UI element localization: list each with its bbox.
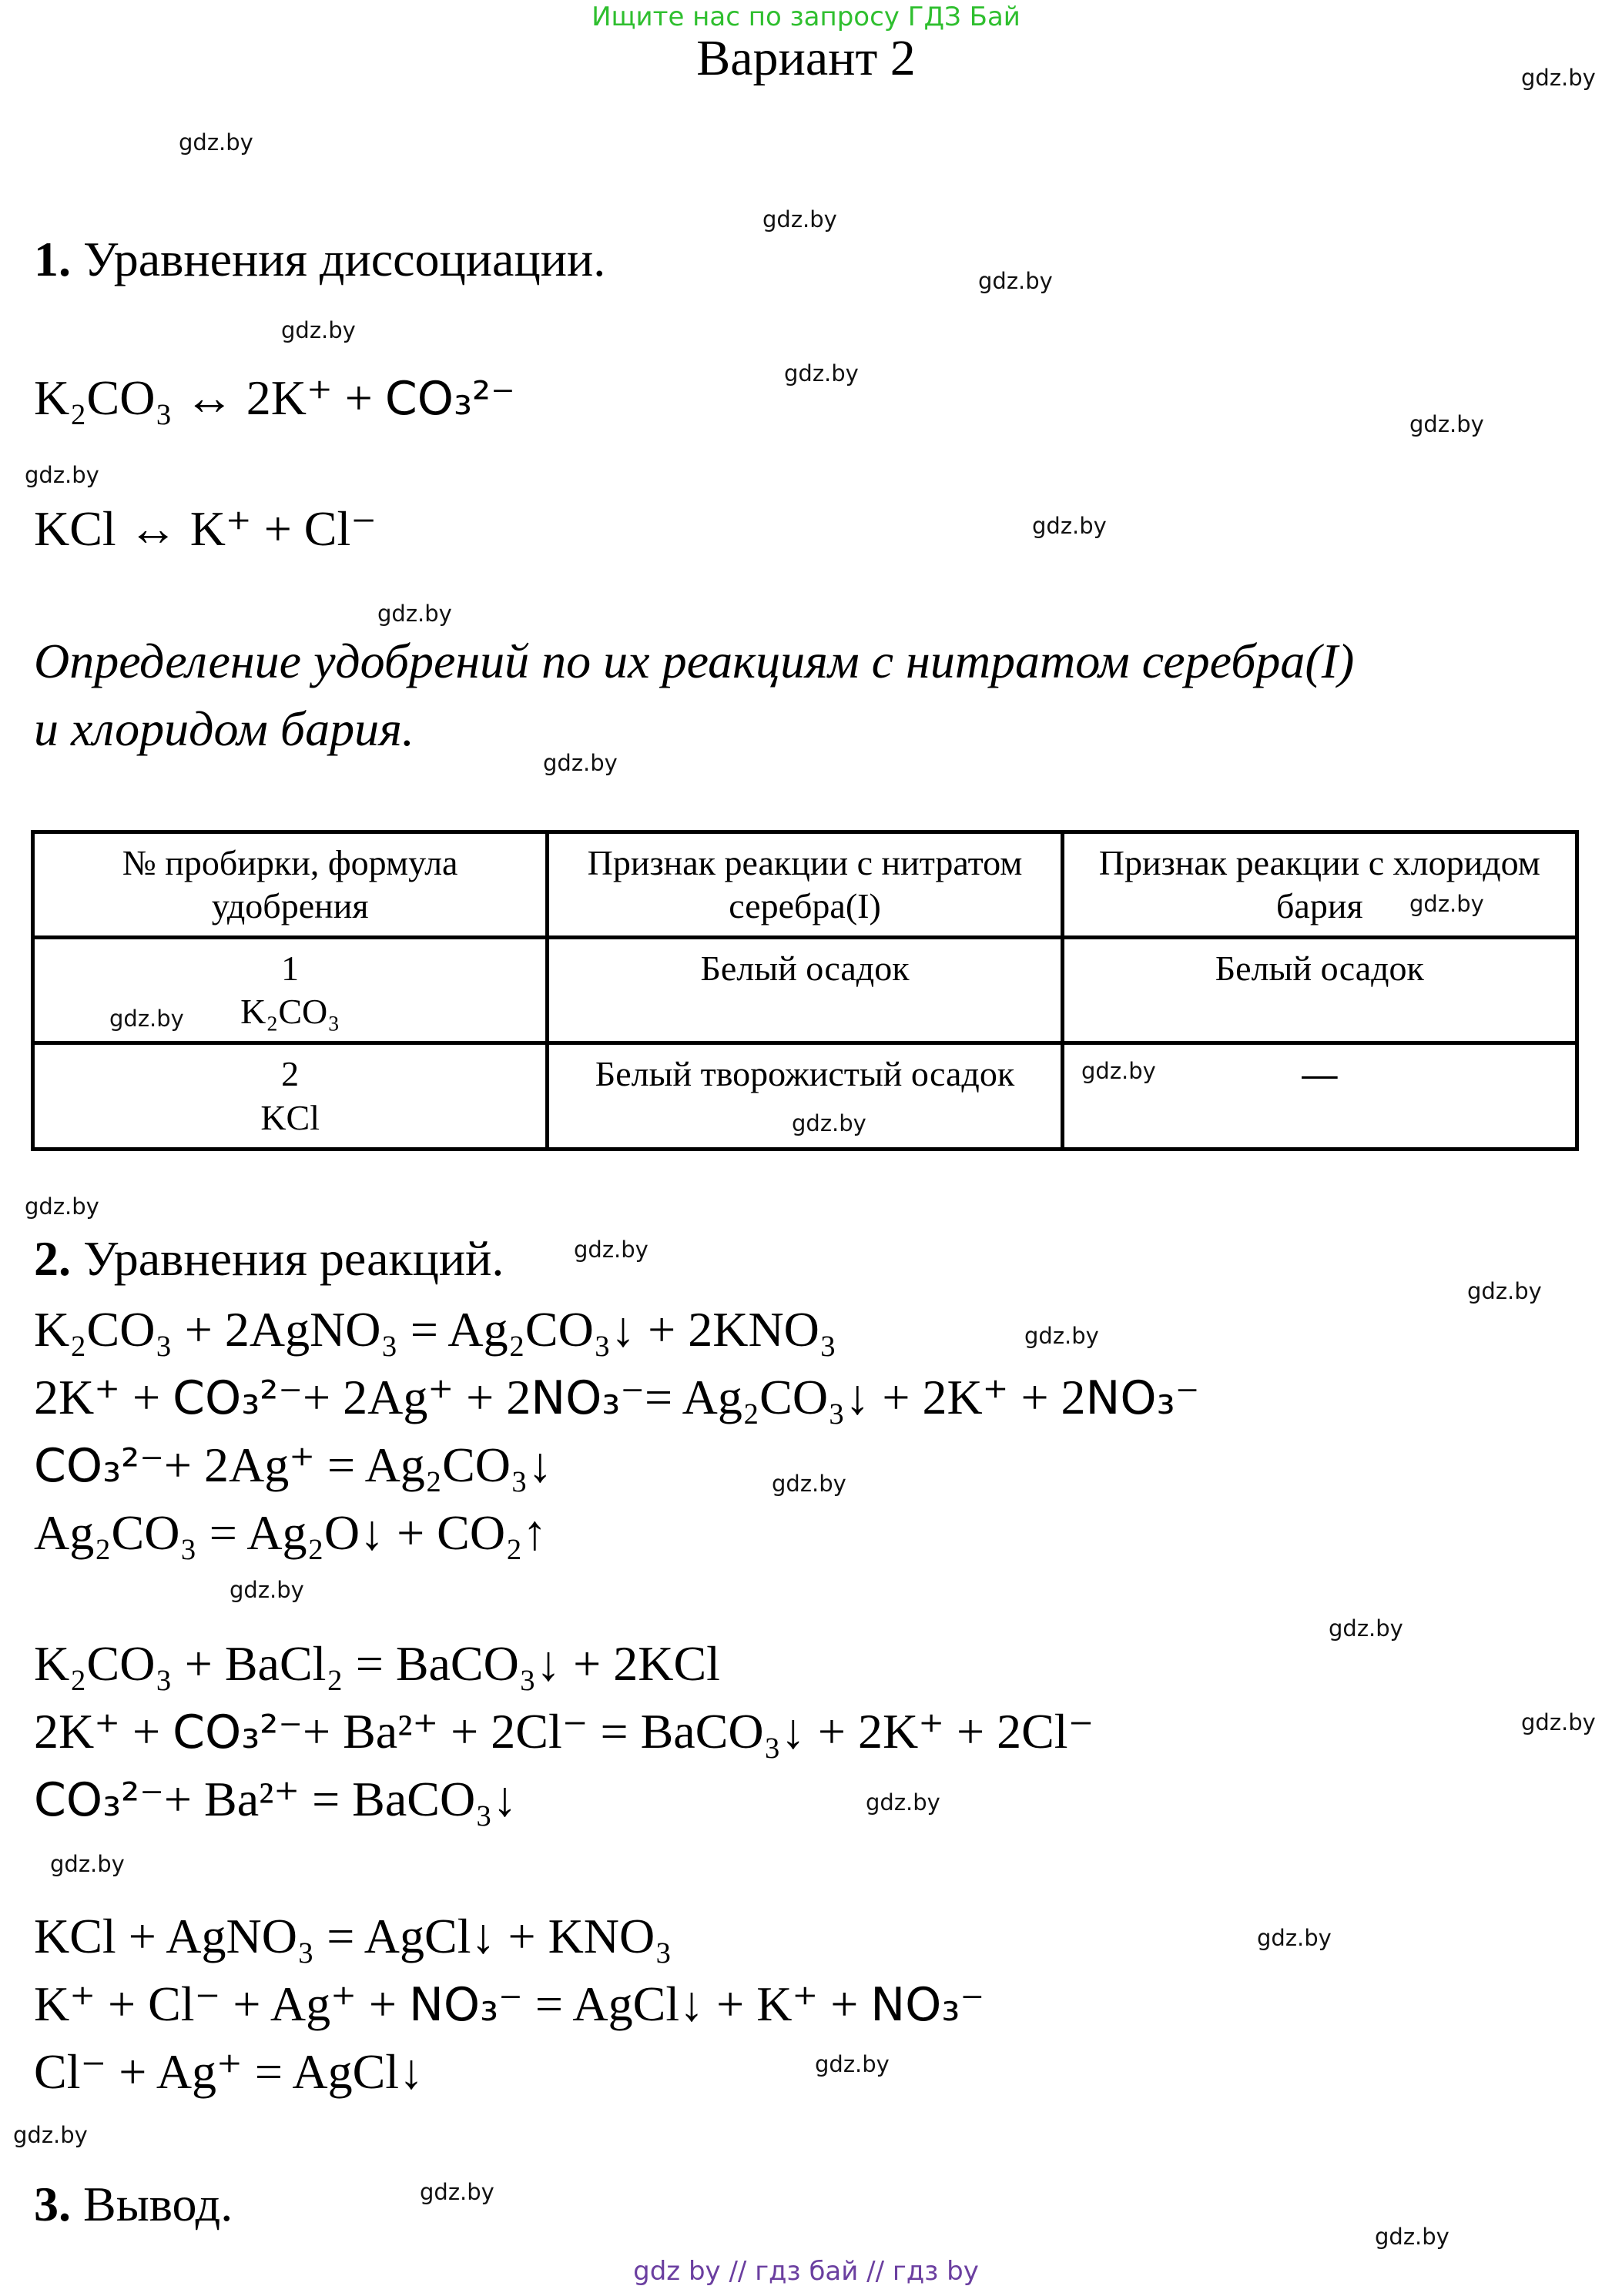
section-1-text: Уравнения диссоциации. <box>83 232 606 286</box>
header-line: Признак реакции с хлоридом <box>1098 843 1540 882</box>
table-cell: Белый осадок <box>548 938 1062 1043</box>
section-1-number: 1. <box>34 232 71 286</box>
watermark: gdz.by <box>1467 1278 1542 1304</box>
experiment-title-line2: и хлоридом бария. <box>34 701 414 756</box>
eq-part: 2K⁺ + <box>34 1704 173 1759</box>
header-cell <box>548 832 1062 938</box>
equation-5: K₂CO₃ + BaCl₂ = BaCO₃↓ + 2KCl <box>34 1636 720 1691</box>
header-line: удобрения <box>211 886 369 926</box>
header-cell <box>33 832 548 938</box>
eq-part: 2K⁺ + <box>34 1370 173 1424</box>
carbonate-ion: CO₃²⁻ <box>173 1705 303 1759</box>
tube-number: 2 <box>281 1054 300 1094</box>
eq-text: K₂CO₃ ↔ 2K⁺ + <box>34 370 385 425</box>
carbonate-ion: CO₃²⁻ <box>384 372 515 426</box>
nitrate-ion: NO₃⁻ <box>531 1371 645 1425</box>
watermark: gdz.by <box>50 1851 125 1877</box>
top-banner[interactable]: Ищите нас по запросу ГДЗ Бай <box>592 2 1020 32</box>
watermark: gdz.by <box>230 1577 304 1603</box>
watermark: gdz.by <box>1257 1925 1332 1951</box>
equation-3 <box>34 1437 552 1494</box>
section-3-number: 3. <box>34 2177 71 2231</box>
dissociation-k2co3 <box>34 370 515 427</box>
bottom-banner[interactable]: gdz by // гдз бай // гдз by <box>633 2256 979 2287</box>
watermark: gdz.by <box>978 268 1053 294</box>
watermark: gdz.by <box>109 1006 184 1032</box>
watermark: gdz.by <box>866 1789 940 1816</box>
watermark: gdz.by <box>25 1193 99 1220</box>
watermark: gdz.by <box>1409 411 1484 437</box>
eq-part: + 2Ag⁺ = Ag₂CO₃↓ <box>163 1438 553 1492</box>
header-cell <box>1062 832 1577 938</box>
equation-8: KCl + AgNO₃ = AgCl↓ + KNO₃ <box>34 1909 672 1963</box>
table-cell <box>33 1043 548 1149</box>
equation-6 <box>34 1703 1094 1760</box>
section-2-number: 2. <box>34 1231 71 1286</box>
eq-part: = AgCl↓ + K⁺ + <box>522 1976 871 2031</box>
eq-part: K⁺ + Cl⁻ + Ag⁺ + <box>34 1976 409 2031</box>
watermark: gdz.by <box>377 601 452 627</box>
watermark: gdz.by <box>1329 1615 1403 1642</box>
carbonate-ion: CO₃²⁻ <box>173 1371 303 1425</box>
carbonate-ion: CO₃²⁻ <box>34 1439 164 1493</box>
watermark: gdz.by <box>1375 2224 1449 2250</box>
watermark: gdz.by <box>1521 1709 1596 1735</box>
table-header-row <box>33 832 1577 938</box>
header-line: Признак реакции с нитратом <box>587 843 1023 882</box>
fertilizer-formula: K₂CO₃ <box>240 992 340 1032</box>
fertilizer-formula: KCl <box>260 1097 320 1137</box>
nitrate-ion: NO₃⁻ <box>1085 1371 1200 1425</box>
watermark: gdz.by <box>1024 1323 1099 1349</box>
watermark: gdz.by <box>25 462 99 488</box>
page-title: Вариант 2 <box>696 30 916 86</box>
watermark: gdz.by <box>815 2051 890 2077</box>
table-cell: Белый осадок <box>1062 938 1577 1043</box>
eq-part: = Ag₂CO₃↓ + 2K⁺ + 2 <box>645 1370 1086 1424</box>
eq-part: + Ba²⁺ + 2Cl⁻ = BaCO₃↓ + 2K⁺ + 2Cl⁻ <box>303 1704 1094 1759</box>
watermark: gdz.by <box>574 1237 648 1263</box>
table-cell: Белый творожистый осадок <box>548 1043 1062 1149</box>
dissociation-kcl: KCl ↔ K⁺ + Cl⁻ <box>34 501 377 556</box>
section-2-heading <box>34 1230 504 1287</box>
watermark: gdz.by <box>792 1110 866 1136</box>
watermark: gdz.by <box>1409 891 1484 917</box>
section-1-heading <box>34 231 605 288</box>
carbonate-ion: CO₃²⁻ <box>34 1773 164 1827</box>
watermark: gdz.by <box>13 2122 88 2148</box>
table-row <box>33 938 1577 1043</box>
watermark: gdz.by <box>762 206 837 233</box>
equation-4: Ag₂CO₃ = Ag₂O↓ + CO₂↑ <box>34 1505 548 1560</box>
results-table <box>31 830 1579 1151</box>
table-cell: — <box>1062 1043 1577 1149</box>
experiment-title-line1: Определение удобрений по их реакциям с нитратом серебра(I) <box>34 634 1355 688</box>
watermark: gdz.by <box>772 1471 846 1497</box>
section-2-text: Уравнения реакций. <box>83 1231 504 1286</box>
watermark: gdz.by <box>543 750 618 776</box>
equation-10: Cl⁻ + Ag⁺ = AgCl↓ <box>34 2044 424 2099</box>
watermark: gdz.by <box>420 2179 494 2205</box>
nitrate-ion: NO₃⁻ <box>870 1978 985 2032</box>
watermark: gdz.by <box>179 129 253 156</box>
section-3-heading <box>34 2176 233 2233</box>
eq-part: + Ba²⁺ = BaCO₃↓ <box>163 1772 518 1826</box>
nitrate-ion: NO₃⁻ <box>409 1978 523 2032</box>
section-3-text: Вывод. <box>83 2177 233 2231</box>
header-line: бария <box>1276 886 1363 926</box>
equation-1: K₂CO₃ + 2AgNO₃ = Ag₂CO₃↓ + 2KNO₃ <box>34 1302 837 1357</box>
watermark: gdz.by <box>281 317 356 343</box>
equation-7 <box>34 1771 517 1828</box>
watermark: gdz.by <box>1032 513 1107 539</box>
eq-part: + 2Ag⁺ + 2 <box>303 1370 531 1424</box>
watermark: gdz.by <box>1081 1058 1156 1084</box>
watermark: gdz.by <box>784 360 859 387</box>
header-line: серебра(I) <box>729 886 881 926</box>
tube-number: 1 <box>281 949 300 989</box>
equation-2 <box>34 1369 1199 1426</box>
header-line: № пробирки, формула <box>122 843 458 882</box>
watermark: gdz.by <box>1521 65 1596 91</box>
equation-9 <box>34 1976 984 2033</box>
